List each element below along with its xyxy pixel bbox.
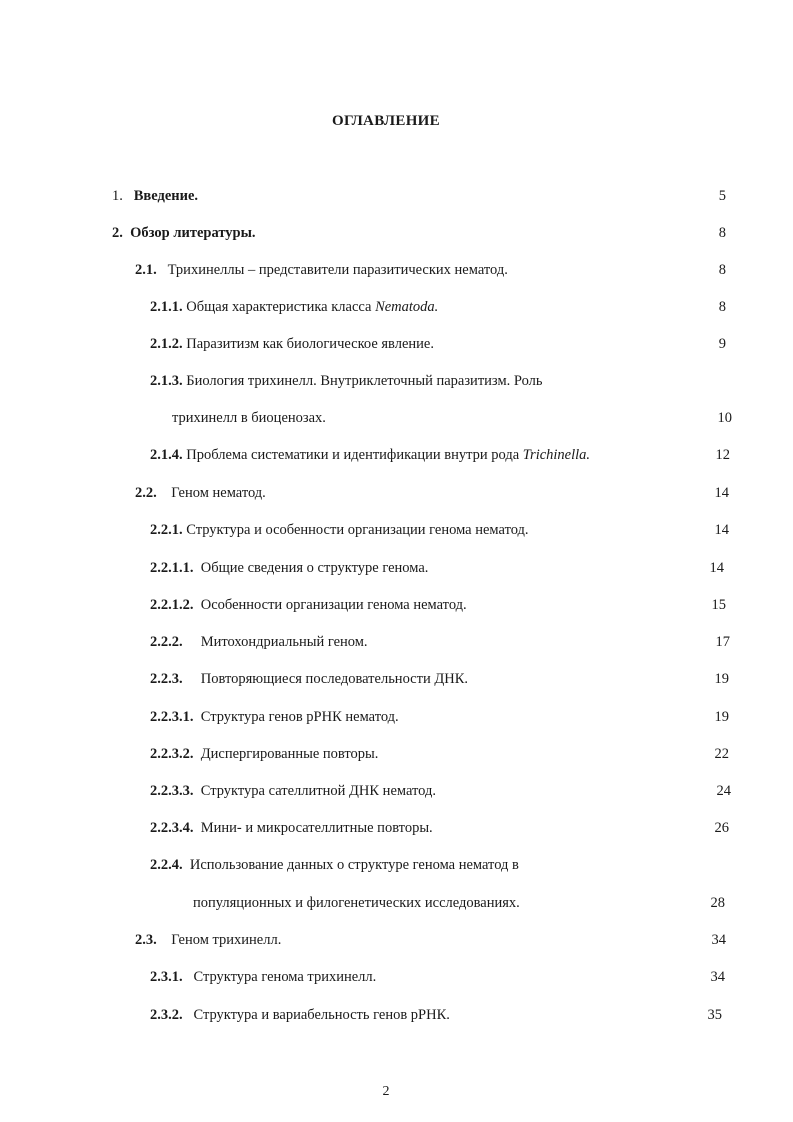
toc-entry-page: 26 xyxy=(714,820,729,836)
toc-entry-page: 19 xyxy=(714,709,729,725)
toc-entry-number: 2.1.4. xyxy=(150,447,183,463)
toc-entry-page: 34 xyxy=(711,932,726,948)
toc-entry-2-2-1-2 xyxy=(150,596,467,614)
toc-entry-page: 14 xyxy=(714,522,729,538)
toc-entry-page: 28 xyxy=(710,895,725,911)
toc-entry-2-2-3 xyxy=(150,670,468,688)
toc-entry-2-1-2 xyxy=(150,335,434,353)
toc-entry-number: 2.2.3.2. xyxy=(150,746,194,762)
toc-entry-2 xyxy=(112,224,256,242)
toc-entry-text: Мини- и микросателлитные повторы. xyxy=(200,820,433,836)
toc-entry-number: 2.1.2. xyxy=(150,336,183,352)
toc-entry-text: Проблема систематики и идентификации внутри рода xyxy=(186,447,523,463)
toc-entry-number: 2.2.4. xyxy=(150,857,183,873)
toc-entry-page: 5 xyxy=(718,188,726,204)
toc-entry-2-3-1 xyxy=(150,968,376,986)
toc-entry-number: 2.1. xyxy=(135,262,157,278)
toc-entry-italic: Trichinella. xyxy=(522,447,591,463)
toc-entry-text: трихинелл в биоценозах. xyxy=(172,410,326,426)
toc-entry-2-1-4 xyxy=(150,446,590,464)
toc-entry-2-2-2 xyxy=(150,633,368,651)
toc-entry-page: 14 xyxy=(709,560,724,576)
toc-entry-number: 2.3.1. xyxy=(150,969,183,985)
toc-entry-text: Общие сведения о структуре генома. xyxy=(200,560,429,576)
toc-entry-1 xyxy=(112,187,198,205)
toc-entry-text: Обзор литературы. xyxy=(130,225,256,241)
toc-entry-number: 2.2.1.2. xyxy=(150,597,194,613)
toc-entry-2-2-3-2 xyxy=(150,745,378,763)
toc-entry-page: 14 xyxy=(714,485,729,501)
toc-entry-page: 22 xyxy=(714,746,729,762)
toc-entry-page: 35 xyxy=(707,1007,722,1023)
toc-entry-number: 2. xyxy=(112,225,123,241)
toc-entry-text: Диспергированные повторы. xyxy=(200,746,379,762)
toc-entry-2-3-2 xyxy=(150,1006,450,1024)
page-number: 2 xyxy=(382,1084,390,1099)
toc-entry-2-1-3 xyxy=(150,372,542,390)
toc-entry-2-2 xyxy=(135,484,266,502)
toc-entry-text: Введение. xyxy=(133,188,199,204)
toc-entry-text: Биология трихинелл. Внутриклеточный паразитизм. Роль xyxy=(186,373,543,389)
toc-entry-number: 2.3.2. xyxy=(150,1007,183,1023)
toc-entry-text: Структура генов рРНК нематод. xyxy=(200,709,399,725)
toc-entry-number: 2.2. xyxy=(135,485,157,501)
toc-entry-2-2-3-4 xyxy=(150,819,433,837)
toc-entry-text: Геном нематод. xyxy=(171,485,266,501)
toc-entry-2-2-1 xyxy=(150,521,529,539)
toc-entry-number: 2.1.3. xyxy=(150,373,183,389)
toc-entry-page: 8 xyxy=(718,262,726,278)
toc-entry-page: 12 xyxy=(715,447,730,463)
toc-entry-2-2-3-1 xyxy=(150,708,399,726)
toc-entry-text: Структура и особенности организации генома нематод. xyxy=(186,522,529,538)
toc-entry-2-2-3-3 xyxy=(150,782,436,800)
toc-entry-text: Структура генома трихинелл. xyxy=(193,969,377,985)
toc-entry-number: 2.2.3.1. xyxy=(150,709,194,725)
toc-entry-2-2-1-1 xyxy=(150,559,428,577)
toc-entry-page: 8 xyxy=(718,299,726,315)
toc-entry-2-1 xyxy=(135,261,508,279)
toc-entry-2-1-3-continuation xyxy=(172,409,326,427)
toc-entry-text: Особенности организации генома нематод. xyxy=(200,597,467,613)
toc-entry-text: Геном трихинелл. xyxy=(171,932,282,948)
toc-entry-number: 2.1.1. xyxy=(150,299,183,315)
toc-entry-text: популяционных и филогенетических исследованиях. xyxy=(193,895,520,911)
toc-entry-page: 10 xyxy=(717,410,732,426)
toc-entry-page: 9 xyxy=(718,336,726,352)
toc-entry-2-1-1 xyxy=(150,298,438,316)
toc-entry-number: 2.2.3.3. xyxy=(150,783,194,799)
toc-entry-text: Трихинеллы – представители паразитических нематод. xyxy=(167,262,508,278)
toc-entry-page: 8 xyxy=(718,225,726,241)
toc-entry-text: Структура сателлитной ДНК нематод. xyxy=(200,783,436,799)
toc-entry-number: 2.2.3. xyxy=(150,671,183,687)
toc-entry-text: Митохондриальный геном. xyxy=(200,634,368,650)
toc-entry-number: 2.2.1. xyxy=(150,522,183,538)
toc-entry-page: 15 xyxy=(711,597,726,613)
toc-entry-page: 34 xyxy=(710,969,725,985)
toc-entry-number: 2.2.1.1. xyxy=(150,560,194,576)
toc-entry-number: 2.2.3.4. xyxy=(150,820,194,836)
toc-entry-number: 2.3. xyxy=(135,932,157,948)
toc-entry-text: Паразитизм как биологическое явление. xyxy=(186,336,434,352)
toc-entry-page: 24 xyxy=(716,783,731,799)
toc-entry-page: 17 xyxy=(715,634,730,650)
toc-entry-2-3 xyxy=(135,931,281,949)
toc-entry-italic: Nematoda. xyxy=(375,299,439,315)
toc-entry-2-2-4 xyxy=(150,856,519,874)
toc-entry-2-2-4-continuation xyxy=(193,894,520,912)
toc-entry-text: Повторяющиеся последовательности ДНК. xyxy=(200,671,468,687)
page-title: ОГЛАВЛЕНИЕ xyxy=(332,113,440,129)
toc-entry-number: 1. xyxy=(112,188,123,204)
toc-entry-number: 2.2.2. xyxy=(150,634,183,650)
toc-entry-text: Использование данных о структуре генома нематод в xyxy=(189,857,519,873)
toc-entry-page: 19 xyxy=(714,671,729,687)
toc-entry-text: Структура и вариабельность генов рРНК. xyxy=(193,1007,450,1023)
toc-entry-text: Общая характеристика класса xyxy=(186,299,376,315)
